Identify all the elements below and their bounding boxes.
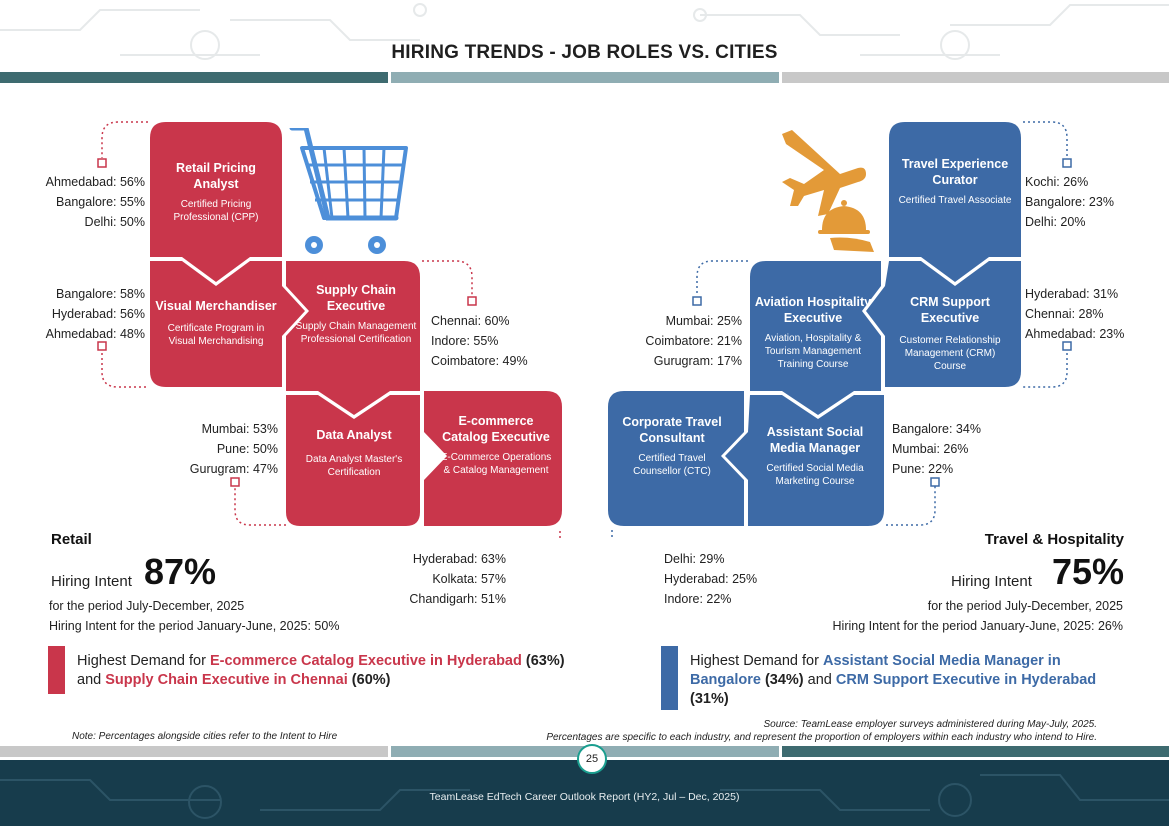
role-title: Visual Merchandiser	[155, 299, 277, 313]
role-title: Corporate Travel Consultant	[622, 415, 722, 445]
cities-corporate-travel-consultant	[664, 549, 784, 609]
role-assistant-social-media-manager	[752, 424, 878, 488]
city-stat: Hyderabad: 56%	[51, 307, 145, 321]
demand-joiner: and	[77, 672, 106, 688]
city-stat: Kolkata: 57%	[432, 572, 506, 586]
cities-retail-pricing-analyst	[30, 172, 145, 232]
demand-prefix: Highest Demand for	[690, 653, 823, 669]
cities-travel-experience-curator	[1025, 172, 1145, 232]
demand-role-2: Supply Chain Executive in Chennai	[105, 672, 348, 688]
city-stat: Delhi: 20%	[1025, 215, 1086, 229]
demand-pct-1: (63%)	[525, 653, 565, 669]
shopping-cart-icon	[288, 128, 416, 258]
role-travel-experience-curator	[893, 156, 1017, 207]
cities-supply-chain-executive	[431, 311, 551, 371]
role-certification: Supply Chain Management Professional Certification	[295, 321, 417, 345]
demand-pct-2: (60%)	[351, 672, 391, 688]
city-stat: Pune: 50%	[216, 442, 278, 456]
city-stat: Mumbai: 25%	[665, 314, 742, 328]
note-left: Note: Percentages alongside cities refer to the Intent to Hire	[72, 731, 338, 742]
role-certification: Data Analyst Master's Certification	[305, 454, 403, 478]
city-stat: Ahmedabad: 56%	[45, 175, 145, 189]
city-stat: Coimbatore: 21%	[645, 334, 742, 348]
city-stat: Bangalore: 23%	[1025, 195, 1114, 209]
demand-role-1: E-commerce Catalog Executive in Hyderabad	[209, 653, 522, 669]
city-stat: Delhi: 29%	[664, 552, 725, 566]
retail-highest-demand	[77, 652, 567, 690]
cities-visual-merchandiser	[30, 284, 145, 344]
top-band-mid	[391, 72, 779, 83]
role-certification: Certified Pricing Professional (CPP)	[173, 199, 259, 223]
city-stat: Hyderabad: 31%	[1025, 287, 1119, 301]
city-stat: Bangalore: 55%	[56, 195, 145, 209]
airplane-cloche-icon	[770, 124, 880, 254]
city-stat: Gurugram: 17%	[653, 354, 742, 368]
retail-previous-intent: Hiring Intent for the period January-June, 2025: 50%	[49, 619, 340, 633]
city-stat: Ahmedabad: 48%	[45, 327, 145, 341]
city-stat: Kochi: 26%	[1025, 175, 1089, 189]
page-number: 25	[585, 753, 599, 765]
demand-role-1: Assistant Social Media Manager in Bangalore	[690, 653, 1061, 688]
city-stat: Mumbai: 26%	[892, 442, 969, 456]
role-crm-support-executive	[888, 294, 1012, 373]
role-title: Data Analyst	[316, 428, 392, 442]
retail-intent-value: 87%	[144, 551, 217, 592]
bottom-band-light	[0, 746, 388, 757]
travel-sector-label: Travel & Hospitality	[984, 531, 1124, 548]
bottom-band-dark	[782, 746, 1169, 757]
city-stat: Bangalore: 58%	[56, 287, 145, 301]
top-band-dark	[0, 72, 388, 83]
travel-intent-label: Hiring Intent	[951, 573, 1032, 590]
role-corporate-travel-consultant	[612, 414, 732, 478]
role-certification: E-Commerce Operations & Catalog Management	[440, 452, 552, 476]
travel-highest-demand	[690, 652, 1130, 709]
city-stat: Bangalore: 34%	[892, 422, 981, 436]
city-stat: Mumbai: 53%	[201, 422, 278, 436]
city-stat: Hyderabad: 63%	[412, 552, 506, 566]
cities-crm-support-executive	[1025, 284, 1145, 344]
city-stat: Pune: 22%	[892, 462, 954, 476]
demand-role-2: CRM Support Executive in Hyderabad	[835, 672, 1097, 688]
demand-pct-2: (31%)	[690, 691, 729, 707]
city-stat: Indore: 55%	[431, 334, 499, 348]
role-certification: Certified Social Media Marketing Course	[766, 463, 864, 487]
retail-period: for the period July-December, 2025	[49, 599, 245, 613]
city-stat: Coimbatore: 49%	[431, 354, 528, 368]
cities-data-analyst	[163, 419, 278, 479]
role-certification: Certified Travel Associate	[898, 195, 1012, 206]
role-title: E-commerce Catalog Executive	[442, 414, 550, 444]
role-ecommerce-catalog-executive	[436, 413, 556, 477]
city-stat: Chennai: 28%	[1025, 307, 1104, 321]
role-visual-merchandiser	[150, 298, 282, 348]
role-data-analyst	[292, 427, 416, 479]
city-stat: Chennai: 60%	[431, 314, 510, 328]
role-title: Retail Pricing Analyst	[176, 161, 256, 191]
role-certification: Customer Relationship Management (CRM) Course	[899, 335, 1001, 372]
city-stat: Gurugram: 47%	[189, 462, 278, 476]
role-aviation-hospitality-executive	[750, 294, 876, 371]
page-number-badge	[577, 744, 607, 774]
source-line-1: Source: TeamLease employer surveys administered during May-July, 2025.	[763, 719, 1097, 730]
role-title: Aviation Hospitality Executive	[754, 295, 872, 325]
demand-prefix: Highest Demand for	[77, 653, 210, 669]
travel-demand-bar	[661, 646, 678, 710]
role-title: Supply Chain Executive	[316, 283, 396, 313]
city-stat: Ahmedabad: 23%	[1025, 327, 1125, 341]
source-line-2: Percentages are specific to each industry, and represent the proportion of employers within each industry who intend to Hire.	[546, 732, 1097, 743]
city-stat: Chandigarh: 51%	[409, 592, 506, 606]
city-stat: Indore: 22%	[664, 592, 732, 606]
travel-intent-value: 75%	[1052, 551, 1125, 592]
footer-report-title: TeamLease EdTech Career Outlook Report (HY2, Jul – Dec, 2025)	[429, 791, 740, 803]
page-title: HIRING TRENDS - JOB ROLES VS. CITIES	[391, 42, 778, 63]
role-certification: Certificate Program in Visual Merchandising	[167, 323, 265, 347]
role-certification: Aviation, Hospitality & Tourism Management Training Course	[764, 333, 862, 370]
cities-aviation-hospitality-executive	[622, 311, 742, 371]
travel-previous-intent: Hiring Intent for the period January-June, 2025: 26%	[832, 619, 1123, 633]
role-title: CRM Support Executive	[910, 295, 990, 325]
city-stat: Delhi: 50%	[84, 215, 145, 229]
cities-ecommerce-catalog-executive	[390, 549, 506, 609]
role-title: Assistant Social Media Manager	[766, 425, 864, 455]
retail-intent-label: Hiring Intent	[51, 573, 132, 590]
role-supply-chain-executive	[294, 282, 418, 346]
role-certification: Certified Travel Counsellor (CTC)	[633, 453, 711, 477]
travel-period: for the period July-December, 2025	[927, 599, 1123, 613]
demand-joiner: and	[803, 672, 836, 688]
cities-assistant-social-media-manager	[892, 419, 1012, 479]
demand-pct-1: (34%)	[764, 672, 804, 688]
retail-demand-bar	[48, 646, 65, 694]
role-retail-pricing-analyst	[156, 160, 276, 224]
retail-sector-label: Retail	[51, 531, 92, 548]
city-stat: Hyderabad: 25%	[664, 572, 758, 586]
role-title: Travel Experience Curator	[901, 157, 1009, 187]
top-band-light	[782, 72, 1169, 83]
